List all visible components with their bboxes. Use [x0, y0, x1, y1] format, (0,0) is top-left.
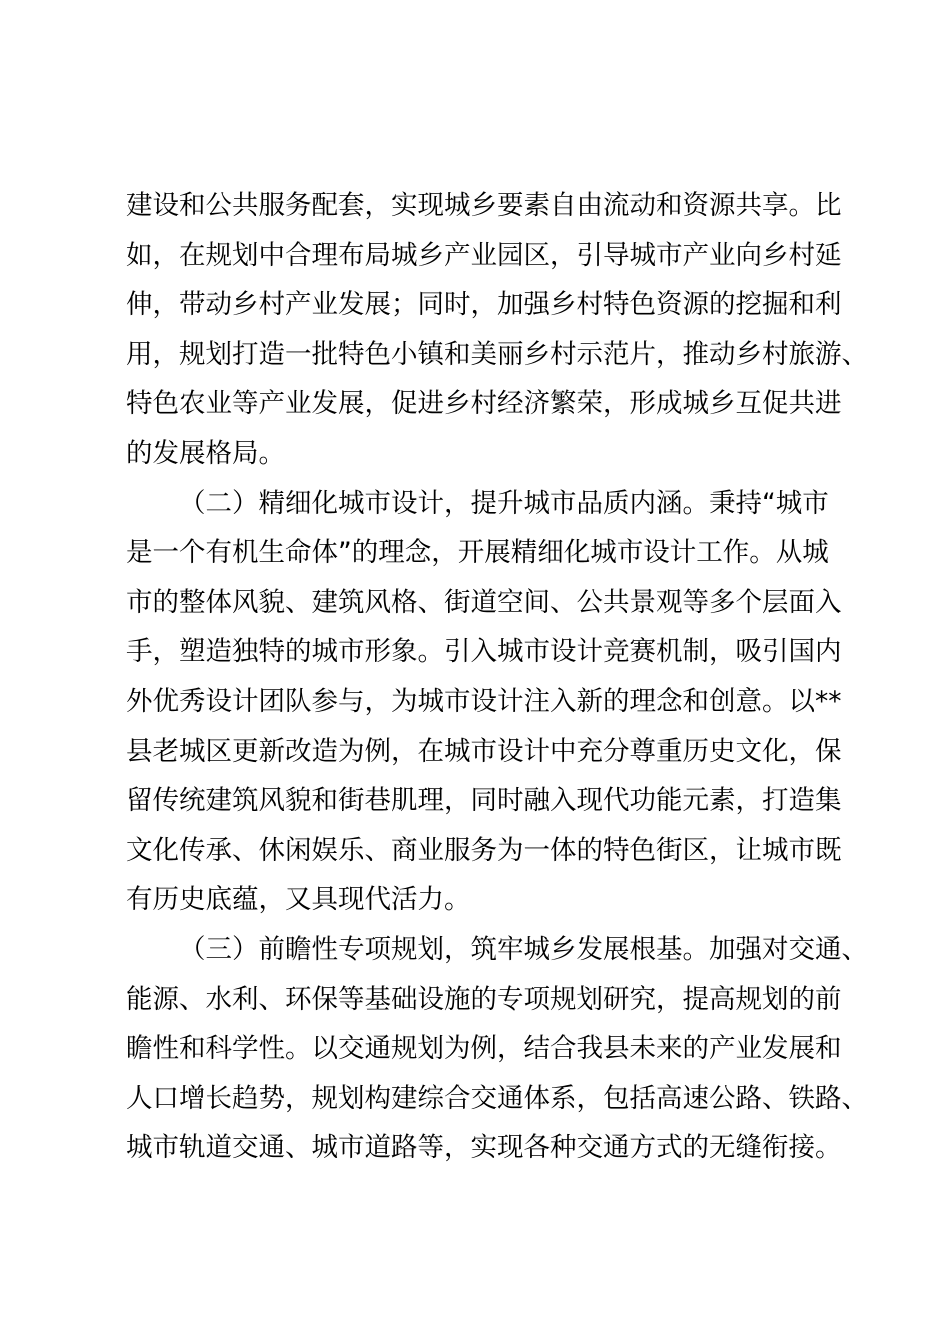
text-line: 人口增长趋势，规划构建综合交通体系，包括高速公路、铁路、	[126, 1082, 868, 1114]
text-line: 有历史底蕴，又具现代活力。	[126, 884, 471, 916]
text-line: 市的整体风貌、建筑风格、街道空间、公共景观等多个层面入	[126, 586, 842, 618]
text-line: 外优秀设计团队参与，为城市设计注入新的理念和创意。以**	[126, 685, 842, 717]
document-body	[126, 181, 868, 1173]
text-line: 文化传承、休闲娱乐、商业服务为一体的特色街区，让城市既	[126, 834, 842, 866]
text-line: 如，在规划中合理布局城乡产业园区，引导城市产业向乡村延	[126, 239, 842, 271]
text-line: 瞻性和科学性。以交通规划为例，结合我县未来的产业发展和	[126, 1033, 842, 1065]
text-line: 的发展格局。	[126, 437, 285, 469]
text-line: 能源、水利、环保等基础设施的专项规划研究，提高规划的前	[126, 983, 842, 1015]
text-line: 城市轨道交通、城市道路等，实现各种交通方式的无缝衔接。	[126, 1132, 842, 1164]
text-line: 建设和公共服务配套，实现城乡要素自由流动和资源共享。比	[126, 190, 842, 221]
text-line: 是一个有机生命体”的理念，开展精细化城市设计工作。从城	[126, 537, 829, 569]
section-heading-line: （三）前瞻性专项规划，筑牢城乡发展根基。加强对交通、	[179, 933, 868, 965]
paragraph-3	[126, 925, 868, 1173]
text-line: 伸，带动乡村产业发展；同时，加强乡村特色资源的挖掘和利	[126, 289, 842, 321]
paragraph-1	[126, 181, 868, 479]
paragraph-2	[126, 479, 846, 925]
text-line: 县老城区更新改造为例，在城市设计中充分尊重历史文化，保	[126, 735, 842, 767]
text-line: 手，塑造独特的城市形象。引入城市设计竞赛机制，吸引国内	[126, 636, 842, 668]
text-line: 特色农业等产业发展，促进乡村经济繁荣，形成城乡互促共进	[126, 388, 842, 420]
text-line: 用，规划打造一批特色小镇和美丽乡村示范片，推动乡村旅游、	[126, 338, 868, 370]
text-line: 留传统建筑风貌和街巷肌理，同时融入现代功能元素，打造集	[126, 785, 842, 817]
section-heading-line: （二）精细化城市设计，提升城市品质内涵。秉持“城市	[179, 487, 829, 519]
